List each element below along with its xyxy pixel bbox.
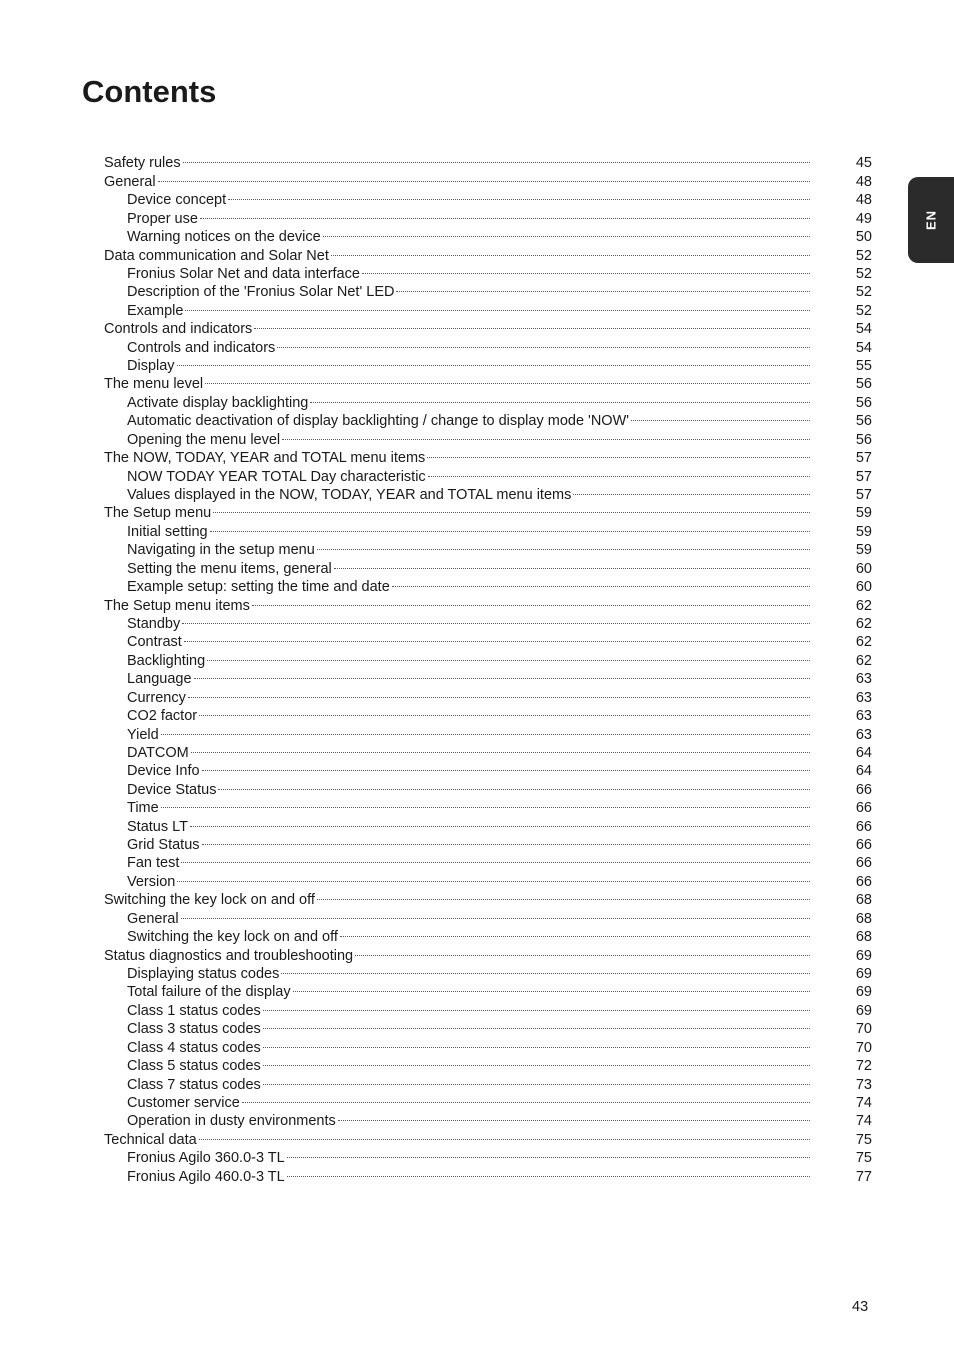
toc-dot-leader [287,1144,810,1162]
toc-entry-title: Activate display backlighting [127,394,309,411]
toc-section[interactable] [104,702,872,725]
toc-section[interactable] [104,831,872,854]
toc-dot-leader [331,241,810,259]
toc-dot-leader [263,1070,810,1088]
toc-dot-leader [263,1015,810,1033]
toc-entry-page: 62 [855,615,872,632]
toc-entry-page: 59 [855,523,872,540]
toc-dot-leader [218,775,810,793]
toc-entry-title: Class 7 status codes [127,1076,261,1093]
toc-entry-title: Automatic deactivation of display backlighting / change to display mode 'NOW' [127,413,630,430]
toc-dot-leader [287,1162,810,1180]
toc-dot-leader [177,352,810,370]
toc-dot-leader [281,960,810,978]
toc-entry-title: Grid Status [127,837,200,854]
toc-dot-leader [362,260,810,278]
toc-section[interactable] [104,296,872,319]
toc-entry-page: 56 [855,413,872,430]
toc-chapter[interactable] [104,1125,872,1148]
toc-dot-leader [392,573,810,591]
toc-entry-title: Warning notices on the device [127,229,321,246]
toc-entry-title: Fronius Solar Net and data interface [127,265,360,282]
toc-entry-title: Navigating in the setup menu [127,542,315,559]
toc-entry-page: 62 [855,634,872,651]
toc-dot-leader [188,683,810,701]
toc-dot-leader [340,923,810,941]
toc-entry-page: 66 [855,873,872,890]
toc-entry-title: Device Status [127,781,217,798]
toc-entry-page: 72 [855,1058,872,1075]
toc-entry-page: 70 [855,1039,872,1056]
toc-entry-title: Example [127,302,184,319]
toc-section[interactable] [104,610,872,632]
toc-entry-title: Displaying status codes [127,965,280,982]
toc-section[interactable] [104,646,872,669]
toc-section[interactable] [104,812,872,835]
toc-entry-page: 52 [855,247,872,264]
toc-section[interactable] [104,1144,872,1167]
toc-dot-leader [317,886,810,904]
toc-entry-title: Data communication and Solar Net [104,247,329,264]
toc-dot-leader [310,388,810,406]
toc-dot-leader [213,499,810,517]
toc-entry-page: 48 [855,192,872,209]
toc-dot-leader [263,996,810,1014]
toc-entry-title: Proper use [127,210,198,227]
toc-dot-leader [200,204,810,222]
toc-entry-title: Yield [127,726,159,743]
toc-entry-page: 60 [855,560,872,577]
toc-entry-title: Opening the menu level [127,431,281,448]
toc-entry-page: 49 [855,210,872,227]
toc-entry-page: 54 [855,321,872,338]
toc-entry-title: Display [127,358,175,375]
toc-dot-leader [254,315,810,333]
language-tab-label: EN [923,209,939,231]
toc-dot-leader [161,794,810,812]
toc-entry-title: Customer service [127,1094,240,1111]
toc-entry-title: The NOW, TODAY, YEAR and TOTAL menu items [104,450,426,467]
toc-section[interactable] [104,186,872,209]
toc-entry-page: 63 [855,726,872,743]
toc-entry-page: 52 [855,302,872,319]
toc-dot-leader [263,1052,810,1070]
toc-entry-title: Contrast [127,634,182,651]
toc-chapter[interactable] [104,315,872,338]
toc-entry-page: 75 [855,1131,872,1148]
toc-entry-page: 59 [855,542,872,559]
toc-dot-leader [191,739,810,757]
toc-dot-leader [263,1033,810,1051]
toc-entry-title: Device concept [127,192,227,209]
toc-dot-leader [317,536,810,554]
toc-chapter[interactable] [104,886,872,909]
toc-entry-page: 70 [855,1021,872,1038]
toc-entry-page: 73 [855,1076,872,1093]
toc-section[interactable] [104,517,872,540]
toc-entry-title: Switching the key lock on and off [127,929,338,946]
toc-entry-title: Example setup: setting the time and date [127,579,390,596]
toc-entry-title: Status LT [127,818,188,835]
toc-entry-title: DATCOM [127,744,189,761]
toc-chapter[interactable] [104,167,872,190]
toc-section[interactable] [104,867,872,890]
page-title: Contents [82,74,217,109]
toc-entry-page: 62 [855,597,872,614]
toc-entry-title: Class 4 status codes [127,1039,261,1056]
toc-dot-leader [194,665,810,683]
toc-dot-leader [199,1125,810,1143]
toc-dot-leader [573,481,810,499]
toc-entry-page: 74 [855,1113,872,1130]
toc-entry-page: 64 [855,763,872,780]
toc-section[interactable] [104,849,872,872]
toc-section[interactable] [104,388,872,411]
toc-entry-page: 69 [855,1002,872,1019]
toc-entry-title: Device Info [127,763,200,780]
toc-dot-leader [631,407,810,425]
toc-dot-leader [202,757,810,775]
toc-section[interactable] [104,757,872,780]
toc-entry-title: Backlighting [127,652,206,669]
toc-entry-page: 57 [855,487,872,504]
toc-entry-title: Controls and indicators [127,339,276,356]
toc-entry-title: Version [127,873,176,890]
toc-entry-page: 68 [855,910,872,927]
toc-entry-title: Technical data [104,1131,197,1148]
toc-entry-page: 69 [855,947,872,964]
page-number: 43 [852,1299,869,1315]
toc-section[interactable] [104,775,872,798]
toc-entry-title: Time [127,800,159,817]
toc-dot-leader [177,867,810,885]
toc-dot-leader [252,591,810,609]
toc-dot-leader [185,296,810,314]
toc-entry-page: 60 [855,579,872,596]
toc-dot-leader [199,702,810,720]
toc-entry-page: 48 [855,173,872,190]
toc-entry-title: Description of the 'Fronius Solar Net' LED [127,284,395,301]
toc-entry-page: 63 [855,689,872,706]
toc-entry-title: Values displayed in the NOW, TODAY, YEAR and TOTAL menu items [127,487,572,504]
toc-entry-page: 63 [855,671,872,688]
toc-entry-page: 66 [855,781,872,798]
toc-chapter[interactable] [104,370,872,393]
toc-entry-title: Switching the key lock on and off [104,892,315,909]
toc-entry-page: 69 [855,984,872,1001]
toc-dot-leader [183,149,810,167]
toc-entry-page: 66 [855,855,872,872]
toc-dot-leader [207,646,810,664]
toc-entry-title: Status diagnostics and troubleshooting [104,947,354,964]
toc-dot-leader [338,1107,810,1125]
toc-entry-page: 56 [855,394,872,411]
toc-entry-title: The Setup menu [104,505,212,522]
toc-dot-leader [427,444,810,462]
toc-entry-page: 52 [855,284,872,301]
toc-entry-title: Fronius Agilo 360.0-3 TL [127,1150,285,1167]
toc-section[interactable] [104,223,872,246]
toc-dot-leader [428,462,810,480]
toc-entry-page: 59 [855,505,872,522]
toc-section[interactable] [104,794,872,817]
toc-entry-page: 56 [855,431,872,448]
toc-section[interactable] [104,204,872,227]
toc-entry-title: The menu level [104,376,204,393]
toc-dot-leader [202,831,810,849]
toc-entry-title: Class 1 status codes [127,1002,261,1019]
table-of-contents [104,149,872,1185]
toc-dot-leader [355,941,810,959]
toc-dot-leader [228,186,810,204]
toc-entry-page: 57 [855,468,872,485]
toc-entry-title: Total failure of the display [127,984,291,1001]
toc-dot-leader [158,167,810,185]
toc-section[interactable] [104,628,872,651]
toc-section[interactable] [104,904,872,927]
toc-dot-leader [282,425,810,443]
toc-entry-title: Fan test [127,855,180,872]
toc-entry-page: 62 [855,652,872,669]
toc-entry-page: 69 [855,965,872,982]
toc-entry-page: 63 [855,708,872,725]
toc-entry-page: 57 [855,450,872,467]
toc-entry-page: 52 [855,265,872,282]
toc-dot-leader [323,223,810,241]
toc-entry-page: 64 [855,744,872,761]
toc-entry-page: 45 [855,155,872,172]
toc-entry-page: 77 [855,1168,872,1185]
toc-entry-page: 68 [855,892,872,909]
toc-dot-leader [205,370,810,388]
toc-dot-leader [293,978,810,996]
toc-dot-leader [181,904,810,922]
toc-section[interactable] [104,739,872,761]
toc-entry-page: 50 [855,229,872,246]
toc-entry-title: Fronius Agilo 460.0-3 TL [127,1168,285,1185]
toc-entry-title: Language [127,671,192,688]
toc-chapter[interactable] [104,499,872,522]
toc-entry-page: 75 [855,1150,872,1167]
toc-entry-title: Class 5 status codes [127,1058,261,1075]
toc-section[interactable] [104,923,872,946]
toc-dot-leader [190,812,810,830]
toc-entry-page: 55 [855,358,872,375]
toc-entry-page: 66 [855,818,872,835]
toc-section[interactable] [104,683,872,706]
toc-dot-leader [210,517,810,535]
toc-entry-title: Standby [127,615,181,632]
toc-section[interactable] [104,536,872,559]
toc-dot-leader [161,720,810,738]
toc-dot-leader [182,610,810,628]
toc-entry-page: 66 [855,800,872,817]
toc-dot-leader [181,849,810,867]
toc-entry-page: 66 [855,837,872,854]
toc-dot-leader [396,278,810,296]
toc-entry-title: Class 3 status codes [127,1021,261,1038]
toc-dot-leader [242,1089,810,1107]
toc-entry-title: Operation in dusty environments [127,1113,336,1130]
toc-entry-page: 74 [855,1094,872,1111]
toc-dot-leader [277,333,810,351]
toc-entry-page: 56 [855,376,872,393]
toc-section[interactable] [104,665,872,688]
toc-entry-title: General [104,173,156,190]
toc-entry-title: Safety rules [104,155,181,172]
toc-dot-leader [334,554,810,572]
toc-entry-title: CO2 factor [127,708,198,725]
toc-section[interactable] [104,720,872,743]
toc-chapter[interactable] [104,149,872,172]
language-tab [908,177,954,263]
toc-entry-title: Setting the menu items, general [127,560,332,577]
toc-entry-page: 54 [855,339,872,356]
toc-dot-leader [184,628,810,646]
toc-entry-title: NOW TODAY YEAR TOTAL Day characteristic [127,468,426,485]
toc-entry-title: Currency [127,689,186,706]
toc-entry-page: 68 [855,929,872,946]
toc-section[interactable] [104,352,872,375]
toc-entry-title: Controls and indicators [104,321,253,338]
toc-entry-title: Initial setting [127,523,208,540]
toc-entry-title: The Setup menu items [104,597,250,614]
toc-entry-title: General [127,910,179,927]
